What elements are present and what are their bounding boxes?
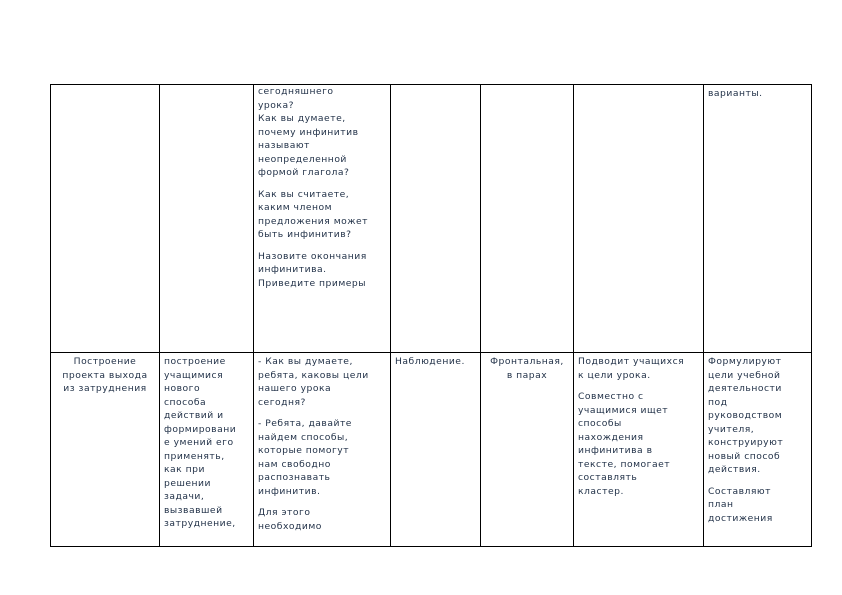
table-cell-forms: Фронтальная, в парах	[481, 353, 574, 547]
table-cell-forms	[481, 85, 574, 353]
table-cell-content	[254, 85, 391, 353]
table-cell-students	[704, 353, 812, 547]
table-cell-stage	[51, 85, 160, 353]
content-paragraph: Составляют план достижения	[708, 485, 773, 524]
content-paragraph: Подводит учащихся к цели урока.	[578, 356, 685, 381]
table-cell-teacher	[574, 353, 704, 547]
content-paragraph: - Как вы думаете, ребята, каковы цели нашего урока сегодня?	[258, 356, 369, 408]
content-paragraph: сегодняшнего урока? Как вы думаете, почему инфинитив называют неопределенной формой глагола?	[258, 86, 359, 178]
content-paragraph: - Ребята, давайте найдем способы, которые помогут нам свободно распознавать инфинитив.	[258, 418, 352, 497]
table-cell-methods: Наблюдение.	[391, 353, 481, 547]
content-paragraph: Совместно с учащимися ищет способы нахождения инфинитива в тексте, помогает составлять кластер.	[578, 391, 671, 497]
table-cell-stage: Построение проекта выхода из затруднения	[51, 353, 160, 547]
table-cell-students: варианты.	[704, 85, 812, 353]
lesson-plan-table	[50, 84, 812, 547]
table-cell-goal: построение учащимися нового способа действий и формировани е умений его применять, как при решении задачи, вызвавшей затруднение,	[160, 353, 254, 547]
content-paragraph: Назовите окончания инфинитива. Приведите примеры	[258, 250, 367, 289]
table-row	[51, 353, 812, 547]
table-cell-goal	[160, 85, 254, 353]
content-paragraph: Формулируют цели учебной деятельности под руководством учителя, конструируют новый способ действия.	[708, 356, 784, 475]
content-paragraph: Для этого необходимо	[258, 507, 322, 532]
content-paragraph: Как вы считаете, каким членом предложения может быть инфинитив?	[258, 188, 369, 240]
table-row	[51, 85, 812, 353]
table-cell-content	[254, 353, 391, 547]
table-cell-methods	[391, 85, 481, 353]
table-cell-teacher	[574, 85, 704, 353]
